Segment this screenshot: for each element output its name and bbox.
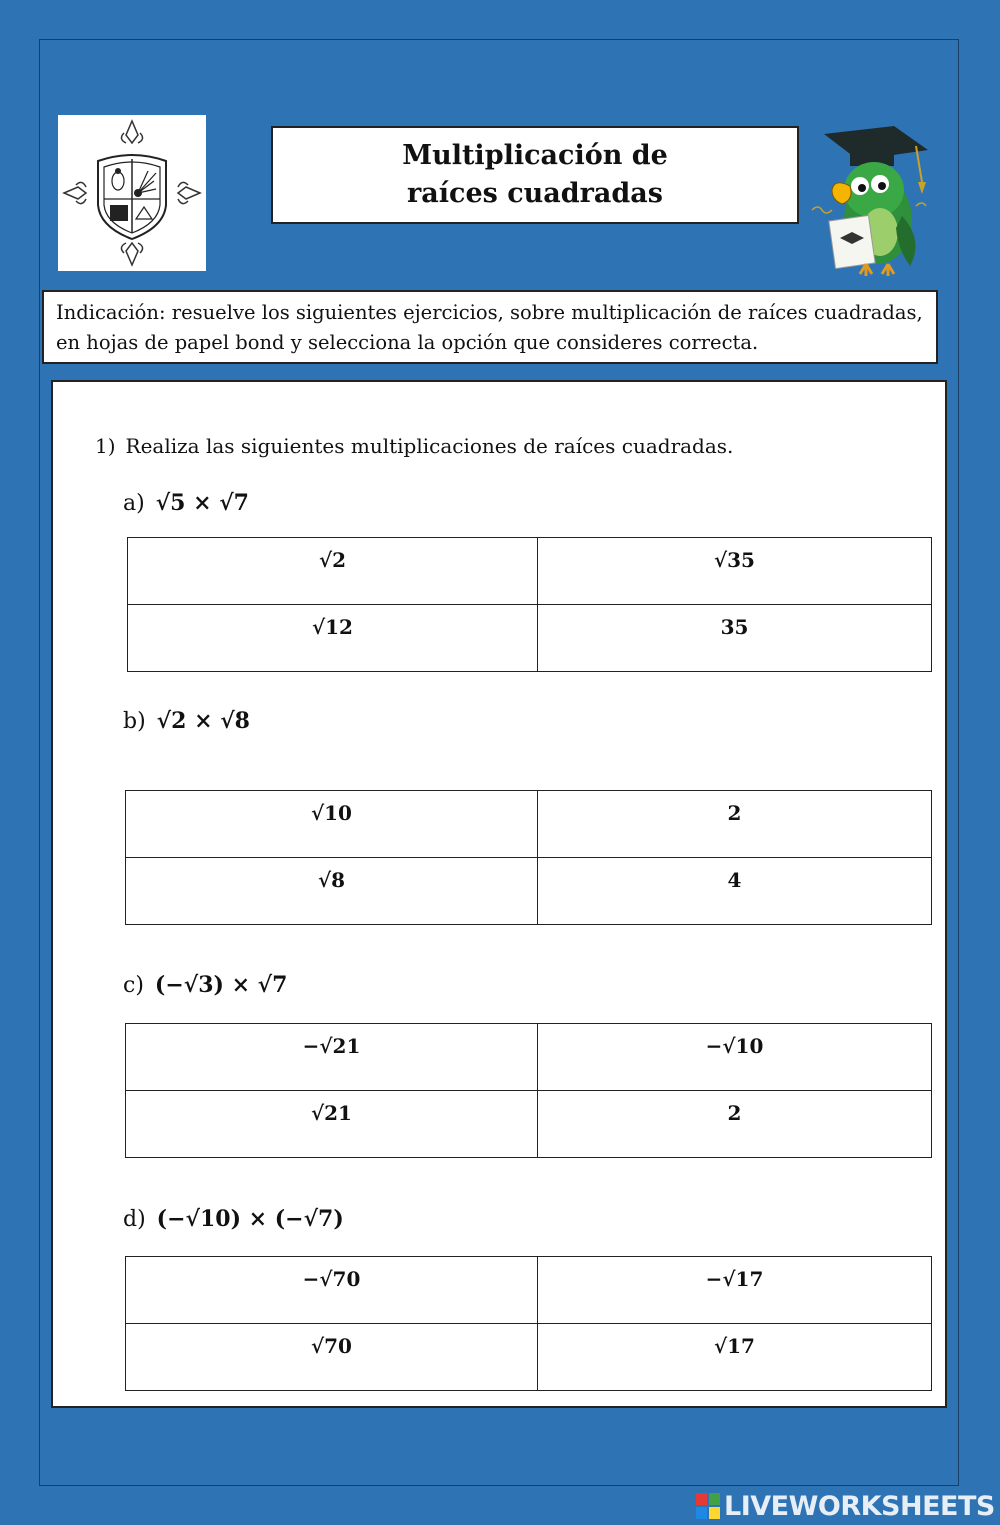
options-table-a	[127, 537, 932, 672]
worksheet-title	[271, 126, 799, 224]
item-letter: b)	[123, 709, 146, 734]
item-expression: (−√3) × √7	[154, 972, 288, 998]
option-b-4[interactable]: 4	[538, 858, 932, 925]
item-a-label	[123, 490, 249, 516]
title-text: Multiplicación de raíces cuadradas	[402, 140, 668, 209]
option-b-1[interactable]: √10	[126, 791, 538, 858]
option-d-1[interactable]: −√70	[126, 1257, 538, 1324]
item-expression: √5 × √7	[155, 490, 249, 516]
instructions-box	[42, 290, 938, 364]
school-logo	[58, 115, 206, 271]
option-d-3[interactable]: √70	[126, 1324, 538, 1391]
item-letter: d)	[123, 1207, 146, 1232]
item-c-label	[123, 972, 287, 998]
liveworksheets-logo-icon	[696, 1493, 720, 1519]
options-table-c	[125, 1023, 932, 1158]
option-b-2[interactable]: 2	[538, 791, 932, 858]
question-text: Realiza las siguientes multiplicaciones de raíces cuadradas.	[125, 434, 734, 458]
item-b-label	[123, 708, 250, 734]
option-c-1[interactable]: −√21	[126, 1024, 538, 1091]
option-d-4[interactable]: √17	[538, 1324, 932, 1391]
options-table-d	[125, 1256, 932, 1391]
option-d-2[interactable]: −√17	[538, 1257, 932, 1324]
option-a-4[interactable]: 35	[538, 605, 932, 672]
item-letter: a)	[123, 491, 145, 516]
question-heading	[95, 434, 733, 458]
option-c-3[interactable]: √21	[126, 1091, 538, 1158]
option-c-2[interactable]: −√10	[538, 1024, 932, 1091]
brand-text: LIVEWORKSHEETS	[724, 1490, 995, 1522]
exercise-panel	[51, 380, 947, 1408]
option-c-4[interactable]: 2	[538, 1091, 932, 1158]
option-a-1[interactable]: √2	[128, 538, 538, 605]
question-number: 1)	[95, 434, 116, 458]
instructions-text: Indicación: resuelve los siguientes ejercicios, sobre multiplicación de raíces cuadradas, en hojas de papel bond y selecciona la opción que consideres correcta.	[56, 301, 923, 354]
liveworksheets-brand	[696, 1490, 995, 1522]
option-b-3[interactable]: √8	[126, 858, 538, 925]
options-table-b	[125, 790, 932, 925]
option-a-3[interactable]: √12	[128, 605, 538, 672]
item-d-label	[123, 1206, 344, 1232]
option-a-2[interactable]: √35	[538, 538, 932, 605]
item-letter: c)	[123, 973, 144, 998]
item-expression: √2 × √8	[156, 708, 250, 734]
parrot-mascot-image	[806, 120, 936, 278]
item-expression: (−√10) × (−√7)	[156, 1206, 344, 1232]
